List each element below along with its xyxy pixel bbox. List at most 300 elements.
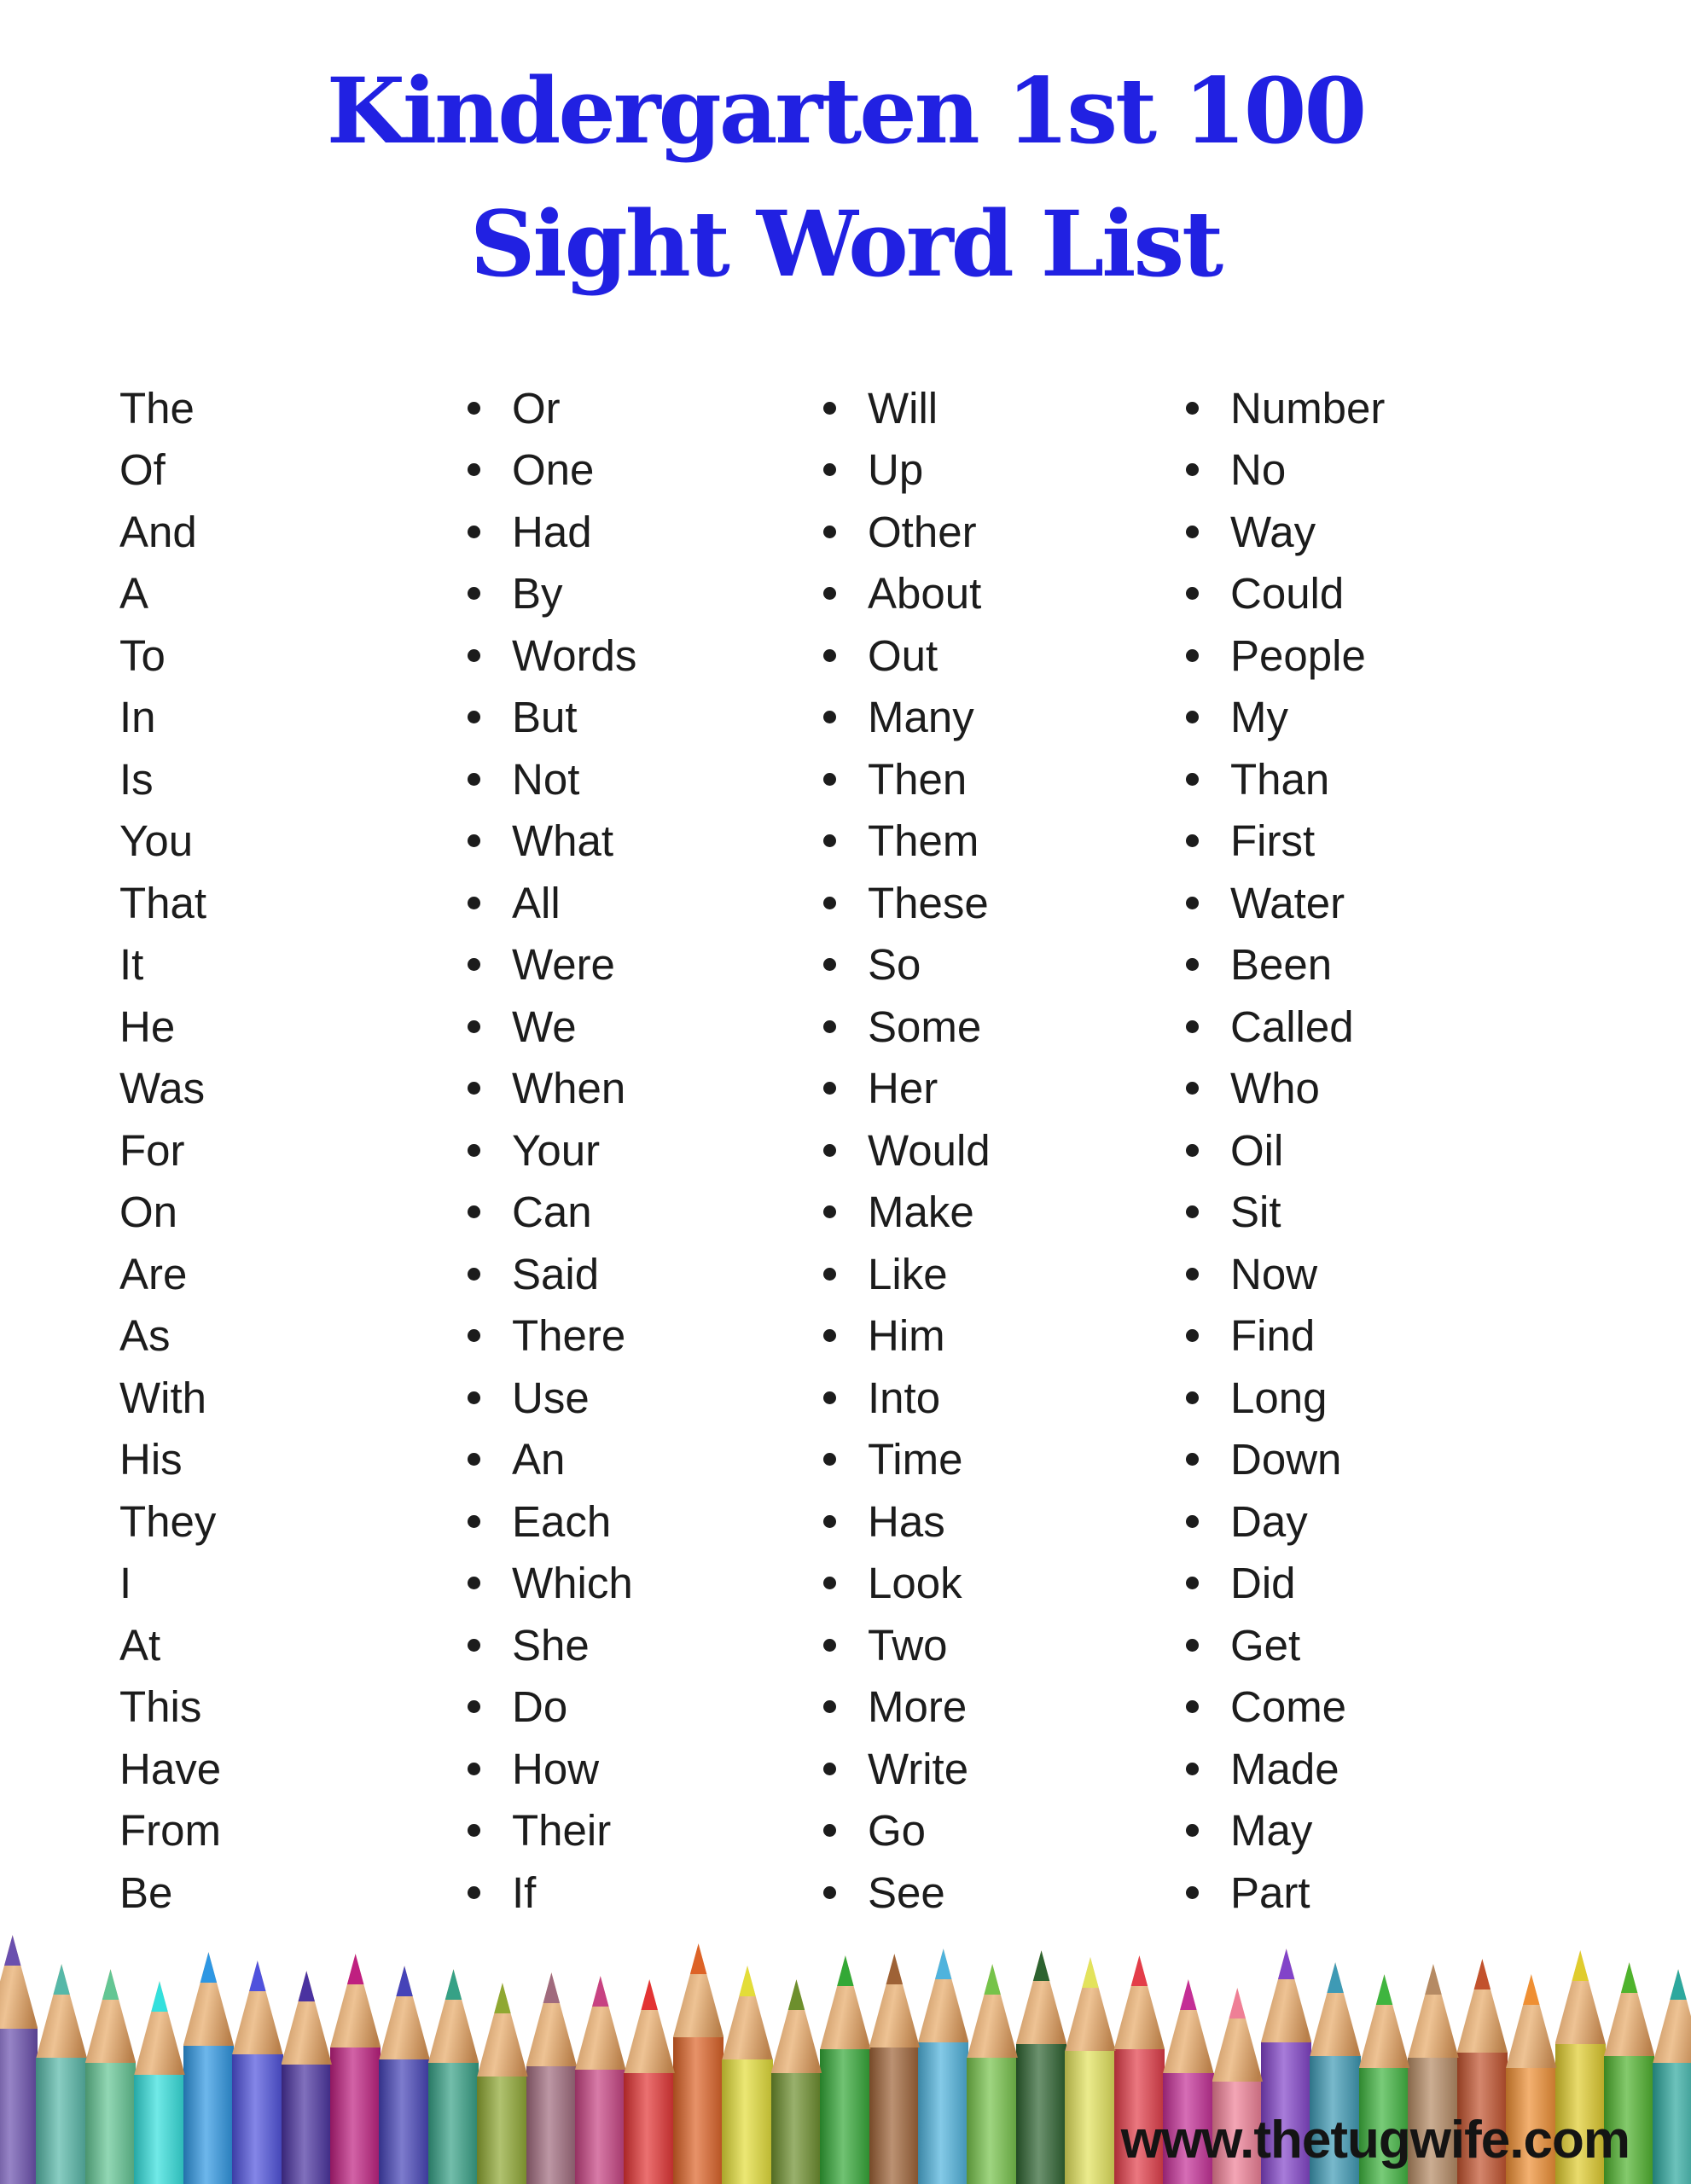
word-label: Long bbox=[1230, 1373, 1328, 1422]
word-item bbox=[1186, 1305, 1385, 1368]
word-item bbox=[823, 1429, 991, 1491]
word-item bbox=[1186, 439, 1385, 502]
word-label: When bbox=[512, 1064, 626, 1113]
word-label: Way bbox=[1230, 507, 1316, 556]
pencil-lead-tip bbox=[1523, 1974, 1540, 2005]
pencil-wood-tip bbox=[1506, 1974, 1556, 2068]
bullet-icon bbox=[468, 834, 480, 847]
pencil-body bbox=[0, 2029, 38, 2184]
word-label: Words bbox=[512, 630, 637, 680]
bullet-icon bbox=[468, 1453, 480, 1466]
pencil-body bbox=[477, 2077, 527, 2184]
word-item bbox=[119, 1676, 221, 1739]
word-label: As bbox=[119, 1311, 171, 1361]
word-label: Will bbox=[868, 383, 938, 433]
word-item bbox=[119, 1862, 221, 1924]
pencil-wood-tip bbox=[771, 1979, 822, 2073]
word-label: Not bbox=[512, 754, 580, 804]
pencil-wood-tip bbox=[1604, 1962, 1654, 2056]
word-item bbox=[1186, 1676, 1385, 1739]
colored-pencil bbox=[134, 1981, 184, 2184]
word-label: Is bbox=[119, 754, 154, 804]
pencil-wood-tip bbox=[526, 1972, 577, 2066]
colored-pencil bbox=[1653, 1969, 1691, 2184]
colored-pencil bbox=[232, 1960, 282, 2184]
pencil-body bbox=[36, 2058, 86, 2184]
pencil-lead-tip bbox=[886, 1954, 903, 1984]
bullet-icon bbox=[823, 1329, 836, 1342]
word-label: Write bbox=[868, 1744, 969, 1793]
bullet-icon bbox=[468, 526, 480, 538]
word-item bbox=[119, 1305, 221, 1368]
bullet-icon bbox=[823, 1391, 836, 1404]
word-item bbox=[468, 377, 636, 439]
word-label: Have bbox=[119, 1744, 222, 1793]
bullet-icon bbox=[468, 1205, 480, 1218]
bullet-icon bbox=[1186, 1205, 1199, 1218]
colored-pencil bbox=[0, 1935, 38, 2184]
pencil-lead-tip bbox=[102, 1969, 119, 2000]
word-item bbox=[119, 1058, 221, 1120]
colored-pencil bbox=[379, 1966, 429, 2184]
bullet-icon bbox=[1186, 463, 1199, 476]
pencil-lead-tip bbox=[787, 1979, 805, 2010]
bullet-icon bbox=[823, 1268, 836, 1281]
bullet-icon bbox=[1186, 1268, 1199, 1281]
word-item bbox=[1186, 1429, 1385, 1491]
bullet-icon bbox=[823, 1082, 836, 1095]
word-label: Some bbox=[868, 1002, 982, 1051]
word-label: See bbox=[868, 1867, 945, 1917]
bullet-icon bbox=[468, 1144, 480, 1157]
word-item bbox=[119, 1119, 221, 1182]
bullet-icon bbox=[468, 1824, 480, 1837]
pencil-body bbox=[428, 2063, 479, 2184]
bullet-icon bbox=[1186, 1763, 1199, 1775]
word-label: Are bbox=[119, 1249, 188, 1298]
word-label: Made bbox=[1230, 1744, 1339, 1793]
word-label: Was bbox=[119, 1064, 206, 1113]
word-label: What bbox=[512, 816, 614, 866]
word-item bbox=[1186, 1738, 1385, 1800]
word-item bbox=[468, 810, 636, 873]
bullet-icon bbox=[1186, 649, 1199, 662]
word-label: A bbox=[119, 569, 149, 619]
pencil-lead-tip bbox=[347, 1954, 364, 1984]
word-item bbox=[823, 1738, 991, 1800]
word-label: There bbox=[512, 1311, 626, 1361]
word-item bbox=[1186, 1182, 1385, 1244]
pencil-wood-tip bbox=[624, 1979, 674, 2073]
pencil-wood-tip bbox=[918, 1949, 968, 2042]
word-item bbox=[823, 501, 991, 563]
word-label: Each bbox=[512, 1496, 612, 1546]
colored-pencil bbox=[282, 1971, 332, 2184]
word-label: Day bbox=[1230, 1496, 1308, 1546]
bullet-icon bbox=[468, 897, 480, 909]
bullet-icon bbox=[823, 649, 836, 662]
word-label: Did bbox=[1230, 1559, 1296, 1608]
word-item bbox=[823, 1862, 991, 1924]
pencil-wood-tip bbox=[477, 1983, 527, 2077]
word-item bbox=[468, 1429, 636, 1491]
word-label: Which bbox=[512, 1559, 633, 1608]
bullet-icon bbox=[823, 711, 836, 723]
word-label: An bbox=[512, 1435, 566, 1484]
word-item bbox=[468, 1490, 636, 1553]
word-label: Your bbox=[512, 1125, 601, 1175]
word-label: Go bbox=[868, 1806, 927, 1856]
bullet-icon bbox=[823, 958, 836, 971]
word-label: Be bbox=[119, 1867, 173, 1917]
word-label: Make bbox=[868, 1188, 974, 1237]
word-item bbox=[823, 377, 991, 439]
bullet-icon bbox=[823, 773, 836, 786]
word-label: Were bbox=[512, 940, 615, 990]
bullet-icon bbox=[468, 1268, 480, 1281]
word-item bbox=[823, 1553, 991, 1615]
colored-pencil bbox=[526, 1972, 577, 2184]
pencil-body bbox=[722, 2059, 772, 2184]
word-item bbox=[119, 377, 221, 439]
word-item bbox=[119, 1490, 221, 1553]
word-item bbox=[468, 1800, 636, 1862]
word-item bbox=[823, 934, 991, 996]
pencil-lead-tip bbox=[935, 1949, 952, 1979]
word-item bbox=[119, 1800, 221, 1862]
word-label: Him bbox=[868, 1311, 945, 1361]
colored-pencil bbox=[869, 1954, 920, 2184]
word-item bbox=[823, 810, 991, 873]
pencil-lead-tip bbox=[1032, 1950, 1049, 1981]
word-label: This bbox=[119, 1682, 202, 1732]
colored-pencil bbox=[85, 1969, 136, 2184]
word-item bbox=[468, 1862, 636, 1924]
bullet-icon bbox=[468, 1020, 480, 1033]
word-label: We bbox=[512, 1002, 577, 1051]
pencil-wood-tip bbox=[1212, 1988, 1263, 2082]
pencil-lead-tip bbox=[1082, 1957, 1099, 1988]
pencil-body bbox=[282, 2065, 332, 2184]
pencil-lead-tip bbox=[1229, 1988, 1246, 2018]
word-label: It bbox=[119, 940, 144, 990]
pencil-lead-tip bbox=[984, 1964, 1001, 1995]
word-label: That bbox=[119, 878, 207, 927]
pencil-lead-tip bbox=[1572, 1950, 1589, 1981]
bullet-icon bbox=[823, 1205, 836, 1218]
pencil-lead-tip bbox=[1278, 1949, 1295, 1979]
word-item bbox=[1186, 934, 1385, 996]
pencil-wood-tip bbox=[820, 1955, 870, 2049]
word-label: Find bbox=[1230, 1311, 1316, 1361]
word-item bbox=[468, 1367, 636, 1429]
pencil-wood-tip bbox=[1114, 1955, 1165, 2049]
word-label: My bbox=[1230, 693, 1288, 742]
word-column-2 bbox=[468, 377, 636, 1924]
pencil-lead-tip bbox=[494, 1983, 511, 2013]
word-label: People bbox=[1230, 630, 1366, 680]
word-item bbox=[119, 1614, 221, 1676]
word-item bbox=[119, 748, 221, 810]
word-item bbox=[119, 872, 221, 934]
word-label: How bbox=[512, 1744, 600, 1793]
word-label: One bbox=[512, 445, 595, 495]
word-item bbox=[119, 996, 221, 1058]
bullet-icon bbox=[1186, 1639, 1199, 1652]
page-title bbox=[0, 44, 1691, 311]
pencil-lead-tip bbox=[249, 1960, 266, 1991]
bullet-icon bbox=[468, 463, 480, 476]
pencil-wood-tip bbox=[36, 1964, 86, 2058]
bullet-icon bbox=[468, 649, 480, 662]
pencil-body bbox=[771, 2073, 822, 2184]
pencil-wood-tip bbox=[1555, 1950, 1606, 2044]
word-label: No bbox=[1230, 445, 1287, 495]
pencil-body bbox=[624, 2073, 674, 2184]
word-label: Called bbox=[1230, 1002, 1354, 1051]
bullet-icon bbox=[1186, 711, 1199, 723]
word-item bbox=[468, 1738, 636, 1800]
word-label: Their bbox=[512, 1806, 612, 1856]
pencil-body bbox=[967, 2058, 1017, 2184]
word-item bbox=[119, 1182, 221, 1244]
colored-pencil bbox=[624, 1979, 674, 2184]
bullet-icon bbox=[1186, 1824, 1199, 1837]
word-label: The bbox=[119, 383, 195, 433]
word-label: All bbox=[512, 878, 561, 927]
word-label: About bbox=[868, 569, 982, 619]
word-item bbox=[823, 1119, 991, 1182]
word-item bbox=[823, 563, 991, 625]
word-item bbox=[1186, 1367, 1385, 1429]
pencil-wood-tip bbox=[1310, 1962, 1360, 2056]
word-column-3 bbox=[823, 377, 991, 1924]
word-label: Many bbox=[868, 693, 974, 742]
colored-pencil bbox=[428, 1969, 479, 2184]
word-item bbox=[823, 872, 991, 934]
word-label: These bbox=[868, 878, 989, 927]
word-label: Oil bbox=[1230, 1125, 1284, 1175]
word-item bbox=[1186, 1614, 1385, 1676]
pencil-wood-tip bbox=[134, 1981, 184, 2075]
word-label: Into bbox=[868, 1373, 941, 1422]
word-item bbox=[119, 1738, 221, 1800]
word-item bbox=[468, 996, 636, 1058]
bullet-icon bbox=[1186, 1453, 1199, 1466]
bullet-icon bbox=[1186, 1082, 1199, 1095]
word-label: Get bbox=[1230, 1620, 1301, 1670]
pencil-lead-tip bbox=[53, 1964, 70, 1995]
word-label: If bbox=[512, 1867, 537, 1917]
bullet-icon bbox=[1186, 1577, 1199, 1589]
pencil-wood-tip bbox=[1065, 1957, 1115, 2051]
bullet-icon bbox=[823, 1824, 836, 1837]
bullet-icon bbox=[468, 587, 480, 600]
colored-pencil bbox=[477, 1983, 527, 2184]
bullet-icon bbox=[1186, 1886, 1199, 1899]
pencil-body bbox=[575, 2070, 625, 2184]
word-label: Up bbox=[868, 445, 924, 495]
word-item bbox=[823, 1243, 991, 1305]
word-item bbox=[119, 810, 221, 873]
pencil-wood-tip bbox=[1653, 1969, 1691, 2063]
pencil-wood-tip bbox=[673, 1943, 723, 2037]
pencil-body bbox=[1016, 2044, 1066, 2184]
pencil-lead-tip bbox=[641, 1979, 658, 2010]
word-item bbox=[823, 687, 991, 749]
pencil-wood-tip bbox=[330, 1954, 381, 2048]
pencil-lead-tip bbox=[1180, 1979, 1197, 2010]
word-item bbox=[823, 748, 991, 810]
pencil-lead-tip bbox=[445, 1969, 462, 2000]
word-label: Been bbox=[1230, 940, 1333, 990]
word-label: Them bbox=[868, 816, 979, 866]
word-item bbox=[468, 439, 636, 502]
bullet-icon bbox=[823, 1020, 836, 1033]
word-item bbox=[468, 624, 636, 687]
bullet-icon bbox=[823, 834, 836, 847]
word-item bbox=[823, 624, 991, 687]
bullet-icon bbox=[1186, 1700, 1199, 1713]
word-item bbox=[1186, 501, 1385, 563]
bullet-icon bbox=[468, 1639, 480, 1652]
word-item bbox=[1186, 810, 1385, 873]
bullet-icon bbox=[1186, 1144, 1199, 1157]
word-label: Two bbox=[868, 1620, 948, 1670]
pencil-wood-tip bbox=[232, 1960, 282, 2054]
word-item bbox=[823, 1800, 991, 1862]
word-label: Look bbox=[868, 1559, 962, 1608]
colored-pencil bbox=[1016, 1950, 1066, 2184]
word-label: Or bbox=[512, 383, 561, 433]
bullet-icon bbox=[468, 958, 480, 971]
pencil-lead-tip bbox=[1473, 1959, 1491, 1989]
bullet-icon bbox=[1186, 958, 1199, 971]
bullet-icon bbox=[823, 526, 836, 538]
bullet-icon bbox=[823, 1763, 836, 1775]
word-item bbox=[1186, 563, 1385, 625]
word-label: Can bbox=[512, 1188, 592, 1237]
word-label: Sit bbox=[1230, 1188, 1281, 1237]
word-item bbox=[823, 1305, 991, 1368]
word-label: Other bbox=[868, 507, 977, 556]
bullet-icon bbox=[823, 1515, 836, 1528]
word-item bbox=[468, 1182, 636, 1244]
word-item bbox=[1186, 1553, 1385, 1615]
word-label: But bbox=[512, 693, 578, 742]
word-label: Of bbox=[119, 445, 166, 495]
word-label: To bbox=[119, 630, 166, 680]
word-item bbox=[1186, 1490, 1385, 1553]
bullet-icon bbox=[468, 1577, 480, 1589]
word-item bbox=[468, 501, 636, 563]
bullet-icon bbox=[468, 1886, 480, 1899]
colored-pencil bbox=[967, 1964, 1017, 2184]
word-label: Has bbox=[868, 1496, 945, 1546]
word-label: You bbox=[119, 816, 194, 866]
pencil-lead-tip bbox=[1327, 1962, 1344, 1993]
pencil-wood-tip bbox=[722, 1966, 772, 2059]
pencil-body bbox=[673, 2037, 723, 2184]
bullet-icon bbox=[468, 1082, 480, 1095]
word-item bbox=[1186, 748, 1385, 810]
word-item bbox=[468, 1243, 636, 1305]
pencil-lead-tip bbox=[543, 1972, 560, 2003]
word-label: So bbox=[868, 940, 921, 990]
bullet-icon bbox=[1186, 526, 1199, 538]
word-label: I bbox=[119, 1559, 132, 1608]
word-item bbox=[468, 934, 636, 996]
word-item bbox=[468, 748, 636, 810]
bullet-icon bbox=[468, 1391, 480, 1404]
bullet-icon bbox=[823, 1144, 836, 1157]
word-item bbox=[1186, 1243, 1385, 1305]
word-label: Come bbox=[1230, 1682, 1347, 1732]
bullet-icon bbox=[468, 773, 480, 786]
word-item bbox=[1186, 624, 1385, 687]
colored-pencil bbox=[820, 1955, 870, 2184]
word-label: They bbox=[119, 1496, 217, 1546]
bullet-icon bbox=[468, 1329, 480, 1342]
word-label: Than bbox=[1230, 754, 1330, 804]
pencil-wood-tip bbox=[428, 1969, 479, 2063]
colored-pencil bbox=[673, 1943, 723, 2184]
bullet-icon bbox=[468, 402, 480, 415]
word-item bbox=[468, 872, 636, 934]
pencil-wood-tip bbox=[85, 1969, 136, 2063]
pencil-body bbox=[379, 2059, 429, 2184]
colored-pencil bbox=[771, 1979, 822, 2184]
word-item bbox=[823, 1367, 991, 1429]
word-item bbox=[468, 1553, 636, 1615]
colored-pencil bbox=[722, 1966, 772, 2184]
pencil-body bbox=[526, 2066, 577, 2184]
word-label: Use bbox=[512, 1373, 590, 1422]
word-label: Had bbox=[512, 507, 592, 556]
word-item bbox=[823, 1676, 991, 1739]
bullet-icon bbox=[1186, 587, 1199, 600]
word-label: She bbox=[512, 1620, 590, 1670]
word-item bbox=[468, 687, 636, 749]
colored-pencil bbox=[36, 1964, 86, 2184]
word-item bbox=[119, 501, 221, 563]
word-label: Out bbox=[868, 630, 938, 680]
word-item bbox=[823, 439, 991, 502]
word-item bbox=[119, 1429, 221, 1491]
pencil-wood-tip bbox=[575, 1976, 625, 2070]
bullet-icon bbox=[823, 897, 836, 909]
bullet-icon bbox=[1186, 1329, 1199, 1342]
word-item bbox=[1186, 872, 1385, 934]
colored-pencil bbox=[918, 1949, 968, 2184]
pencil-lead-tip bbox=[690, 1943, 707, 1974]
word-label: Now bbox=[1230, 1249, 1318, 1298]
word-item bbox=[468, 563, 636, 625]
pencil-body bbox=[918, 2042, 968, 2184]
word-item bbox=[1186, 687, 1385, 749]
word-label: In bbox=[119, 693, 156, 742]
pencil-wood-tip bbox=[1261, 1949, 1311, 2042]
pencil-lead-tip bbox=[298, 1971, 315, 2001]
pencil-lead-tip bbox=[837, 1955, 854, 1986]
pencil-body bbox=[85, 2063, 136, 2184]
word-item bbox=[1186, 377, 1385, 439]
pencil-wood-tip bbox=[379, 1966, 429, 2059]
word-label: Who bbox=[1230, 1064, 1320, 1113]
bullet-icon bbox=[1186, 773, 1199, 786]
pencil-body bbox=[330, 2048, 381, 2184]
word-item bbox=[823, 996, 991, 1058]
